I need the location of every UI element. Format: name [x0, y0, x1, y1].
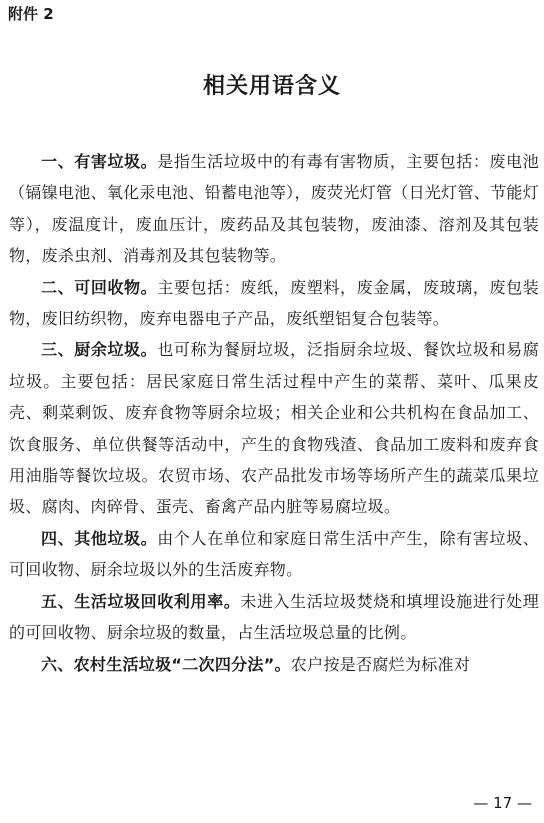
definition-text: 也可称为餐厨垃圾，泛指厨余垃圾、餐饮垃圾和易腐垃圾。主要包括：居民家庭日常生活过程中产生的菜帮、菜叶、瓜果皮壳、剩菜剩饭、废弃食物等厨余垃圾；相关企业和公共机构在食品加工、饮食服务、单位供餐等活动中，产生的食物残渣、食品加工废料和废弃食用油脂等餐饮垃圾。农贸市场、农产品批发市场等场所产生的蔬菜瓜果垃圾、腐肉、肉碎骨、蛋壳、畜禽产品内脏等易腐垃圾。	[9, 340, 539, 517]
definition-paragraph	[9, 334, 539, 522]
attachment-label: 附件 2	[8, 5, 54, 23]
document-body	[9, 146, 539, 680]
definition-heading: 二、可回收物。	[41, 277, 158, 297]
definition-paragraph	[9, 586, 539, 649]
definition-text: 未进入生活垃圾焚烧和填埋设施进行处理的可回收物、厨余垃圾的数量，占生活垃圾总量的比例。	[9, 591, 539, 643]
definition-heading: 六、农村生活垃圾“二次四分法”。	[41, 654, 291, 674]
definition-text: 农户按是否腐烂为标准对	[290, 654, 471, 674]
definition-text: 由个人在单位和家庭日常生活中产生，除有害垃圾、可回收物、厨余垃圾以外的生活废弃物。	[9, 528, 539, 580]
definition-text: 主要包括：废纸，废塑料，废金属，废玻璃，废包装物，废旧纺织物，废弃电器电子产品，废纸塑铝复合包装等。	[9, 277, 539, 329]
definition-paragraph	[9, 523, 539, 586]
page-number: — 17 —	[473, 794, 532, 812]
definition-heading: 五、生活垃圾回收利用率。	[41, 591, 241, 611]
definition-heading: 四、其他垃圾。	[41, 528, 158, 548]
definition-paragraph	[9, 146, 539, 272]
definition-heading: 三、厨余垃圾。	[41, 340, 158, 360]
definition-paragraph	[9, 649, 539, 680]
definition-paragraph	[9, 272, 539, 335]
document-title: 相关用语含义	[202, 74, 341, 99]
definition-heading: 一、有害垃圾。	[41, 152, 158, 171]
definition-text: 是指生活垃圾中的有毒有害物质，主要包括：废电池（镉镍电池、氧化汞电池、铅蓄电池等），废荧光灯管（日光灯管、节能灯等），废温度计，废血压计，废药品及其包装物，废油漆、溶剂及其包装物，废杀虫剂、消毒剂及其包装物等。	[9, 152, 539, 266]
